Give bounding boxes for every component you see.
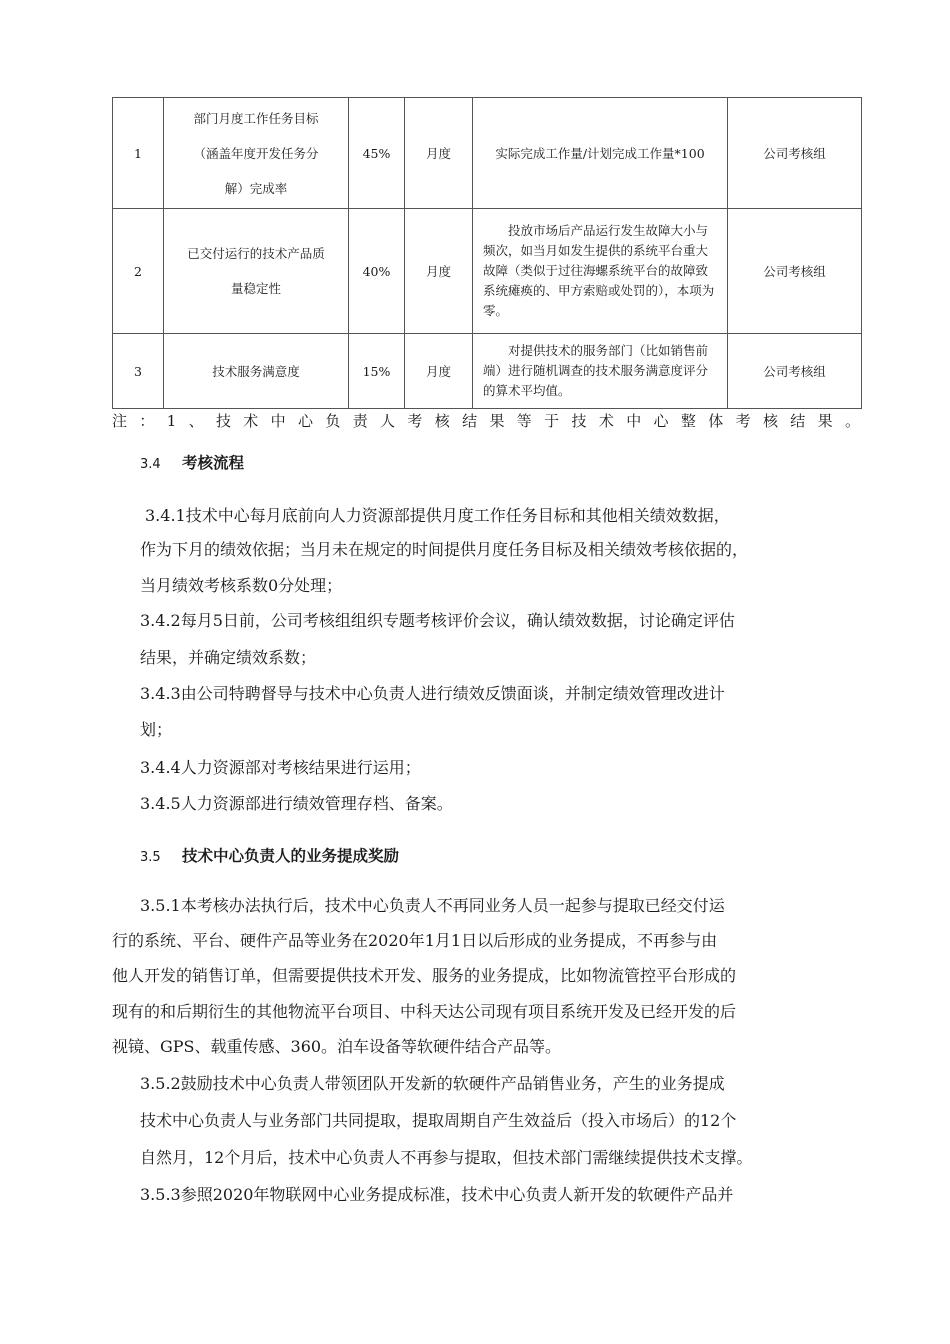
period: 月度 [405, 98, 473, 209]
period: 月度 [405, 334, 473, 409]
indicator-name: 部门月度工作任务目标 （涵盖年度开发任务分 解）完成率 [164, 98, 349, 209]
paragraph-line: 3.4.3由公司特聘督导与技术中心负责人进行绩效反馈面谈，并制定绩效管理改进计 [140, 684, 725, 703]
paragraph-line: 现有的和后期衍生的其他物流平台项目、中科天达公司现有项目系统开发及已经开发的后 [112, 1002, 737, 1021]
criteria: 实际完成工作量/计划完成工作量*100 [473, 98, 728, 209]
indicator-name: 技术服务满意度 [164, 334, 349, 409]
row-number: 1 [113, 98, 164, 209]
paragraph-line: 技术中心负责人与业务部门共同提取，提取周期自产生效益后（投入市场后）的12个 [140, 1111, 737, 1130]
assessor: 公司考核组 [728, 334, 862, 409]
paragraph-line: 3.4.5人力资源部进行绩效管理存档、备案。 [140, 794, 453, 813]
indicator-name: 已交付运行的技术产品质 量稳定性 [164, 209, 349, 334]
table-row [113, 98, 862, 209]
row-number: 3 [113, 334, 164, 409]
paragraph-line: 作为下月的绩效依据；当月未在规定的时间提供月度任务目标及相关绩效考核依据的， [140, 540, 749, 559]
paragraph-line: 他人开发的销售订单，但需要提供技术开发、服务的业务提成，比如物流管控平台形成的 [112, 966, 737, 985]
paragraph-line: 自然月，12个月后，技术中心负责人不再参与提取，但技术部门需继续提供技术支撑。 [140, 1148, 753, 1167]
weight: 40% [349, 209, 405, 334]
assessor: 公司考核组 [728, 98, 862, 209]
criteria: 对提供技术的服务部门（比如销售前端）进行随机调查的技术服务满意度评分的算术平均值。 [473, 334, 728, 409]
row-number: 2 [113, 209, 164, 334]
assessor: 公司考核组 [728, 209, 862, 334]
section-heading-3-5: 3.5 技术中心负责人的业务提成奖励 [140, 847, 400, 865]
paragraph-line: 3.5.2鼓励技术中心负责人带领团队开发新的软硬件产品销售业务，产生的业务提成 [140, 1074, 725, 1093]
paragraph-line: 3.4.1技术中心每月底前向人力资源部提供月度工作任务目标和其他相关绩效数据， [145, 506, 730, 525]
section-heading-3-4: 3.4 考核流程 [140, 454, 245, 472]
paragraph-line: 结果，并确定绩效系数； [140, 648, 317, 667]
paragraph-line: 3.5.1本考核办法执行后，技术中心负责人不再同业务人员一起参与提取已经交付运 [140, 896, 725, 915]
paragraph-line: 划； [140, 720, 173, 739]
paragraph-line: 视镜、GPS、载重传感、360。泊车设备等软硬件结合产品等。 [112, 1037, 562, 1056]
table-note: 注：1、技术中心负责人考核结果等于技术中心整体考核结果。 [112, 412, 861, 430]
kpi-table [112, 97, 862, 409]
paragraph-line: 3.4.2每月5日前，公司考核组组织专题考核评价会议，确认绩效数据，讨论确定评估 [140, 611, 735, 630]
paragraph-line: 行的系统、平台、硬件产品等业务在2020年1月1日以后形成的业务提成，不再参与由 [112, 931, 718, 950]
weight: 45% [349, 98, 405, 209]
paragraph-line: 当月绩效考核系数0分处理； [140, 576, 343, 595]
weight: 15% [349, 334, 405, 409]
table-row [113, 209, 862, 334]
period: 月度 [405, 209, 473, 334]
table-row [113, 334, 862, 409]
paragraph-line: 3.4.4人力资源部对考核结果进行运用； [140, 758, 421, 777]
criteria: 投放市场后产品运行发生故障大小与频次，如当月如发生提供的系统平台重大故障（类似于过往海螺系统平台的故障致系统瘫痪的、甲方索赔或处罚的），本项为零。 [473, 209, 728, 334]
paragraph-line: 3.5.3参照2020年物联网中心业务提成标准，技术中心负责人新开发的软硬件产品并 [140, 1185, 734, 1204]
